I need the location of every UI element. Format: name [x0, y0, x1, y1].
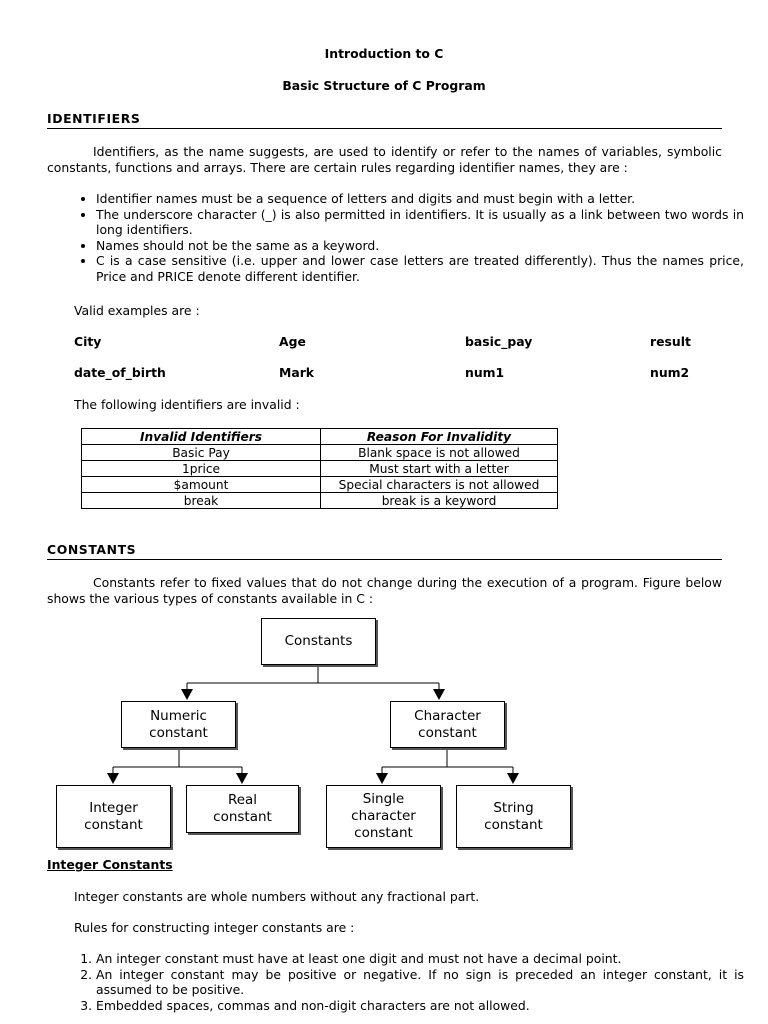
table-cell: 1price	[82, 461, 321, 477]
list-item: 2. An integer constant may be positive or negative. If no sign is preceded an integer constant, it is assumed to be positive.	[96, 967, 744, 998]
list-item: • Names should not be the same as a keyword.	[96, 238, 744, 254]
node-label: Character constant	[414, 707, 481, 741]
valid-example: num1	[465, 365, 505, 380]
node-label: Constants	[284, 633, 353, 649]
integer-constants-heading: Integer Constants	[47, 857, 173, 872]
valid-example: City	[74, 334, 102, 349]
valid-examples-label: Valid examples are :	[74, 303, 200, 318]
table-cell: Must start with a letter	[321, 461, 558, 477]
node-label: Integer constant	[84, 799, 143, 833]
valid-example: basic_pay	[465, 334, 533, 349]
valid-example: result	[650, 334, 691, 349]
arrow-down-icon	[376, 773, 388, 784]
list-item: • The underscore character (_) is also permitted in identifiers. It is usually as a link between two words in long identifiers.	[96, 207, 744, 238]
identifiers-heading: IDENTIFIERS	[47, 111, 141, 126]
integer-rules-list	[74, 951, 744, 1013]
node-label: Real constant	[213, 792, 272, 825]
page-title: Introduction to C	[324, 46, 444, 61]
integer-constant-node	[56, 785, 171, 848]
arrow-down-icon	[433, 689, 445, 700]
valid-example: date_of_birth	[74, 365, 166, 380]
table-cell: Basic Pay	[82, 445, 321, 461]
arrow-down-icon	[107, 773, 119, 784]
node-label: Single character constant	[351, 791, 416, 841]
integer-constants-intro: Integer constants are whole numbers without any fractional part.	[74, 889, 480, 904]
string-constant-node	[456, 785, 571, 848]
column-header: Reason For Invalidity	[321, 429, 558, 445]
list-item: 3. Embedded spaces, commas and non-digit characters are not allowed.	[96, 998, 744, 1014]
table-cell: break is a keyword	[321, 493, 558, 509]
table-cell: Blank space is not allowed	[321, 445, 558, 461]
node-label: Numeric constant	[149, 707, 208, 741]
valid-example: Mark	[279, 365, 315, 380]
list-item: 1. An integer constant must have at least one digit and must not have a decimal point.	[96, 951, 744, 967]
constants-intro: Constants refer to fixed values that do not change during the execution of a program. Figure below shows the various types of constants available in C :	[47, 575, 722, 606]
node-label: String constant	[484, 799, 543, 833]
integer-rules-label: Rules for constructing integer constants are :	[74, 920, 355, 935]
constants-heading: CONSTANTS	[47, 542, 137, 557]
invalid-examples-label: The following identifiers are invalid :	[74, 397, 300, 412]
arrow-down-icon	[236, 773, 248, 784]
character-constant-node	[390, 701, 505, 748]
real-constant-node	[186, 785, 299, 833]
column-header: Invalid Identifiers	[82, 429, 321, 445]
table-cell: Special characters is not allowed	[321, 477, 558, 493]
constants-root-node	[261, 618, 376, 665]
identifiers-intro: Identifiers, as the name suggests, are used to identify or refer to the names of variables, symbolic constants, functions and arrays. There are certain rules regarding identifier names, they are :	[47, 144, 722, 175]
arrow-down-icon	[181, 689, 193, 700]
list-item: • Identifier names must be a sequence of letters and digits and must begin with a letter.	[96, 191, 744, 207]
arrow-down-icon	[507, 773, 519, 784]
single-character-constant-node	[326, 785, 441, 848]
table-cell: $amount	[82, 477, 321, 493]
page-subtitle: Basic Structure of C Program	[282, 78, 486, 93]
valid-example: Age	[279, 334, 306, 349]
table-cell: break	[82, 493, 321, 509]
numeric-constant-node	[121, 701, 236, 748]
valid-example: num2	[650, 365, 690, 380]
list-item: • C is a case sensitive (i.e. upper and lower case letters are treated differently). Thus the names price, Price and PRICE denote different identifier.	[96, 253, 744, 284]
